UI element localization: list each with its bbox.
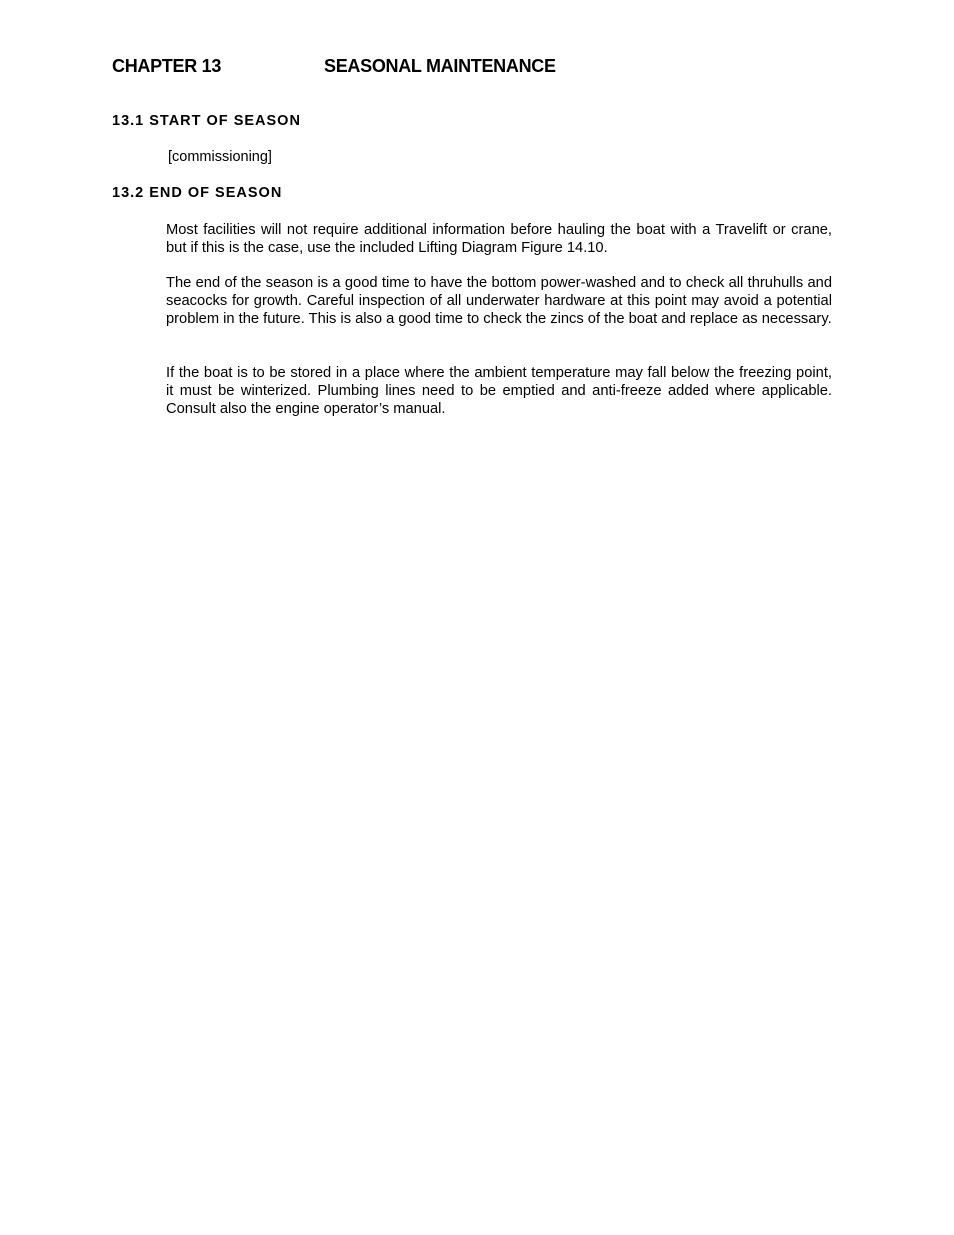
chapter-header (112, 56, 556, 77)
chapter-number: CHAPTER 13 (112, 56, 222, 76)
paragraph-hauling: Most facilities will not require additional information before hauling the boat with a Travelift or crane, but if this is the case, use the included Lifting Diagram Figure 14.10. (166, 222, 832, 256)
commissioning-note: [commissioning] (168, 149, 272, 165)
paragraph-bottom-inspection: The end of the season is a good time to have the bottom power-washed and to check all thruhulls and seacocks for growth. Careful inspection of all underwater hardware at this point may avoid a potential problem in the future. This is also a good time to check the zincs of the boat and replace as necessary. (166, 275, 832, 327)
section-heading-start-of-season: 13.1 START OF SEASON (112, 113, 301, 129)
chapter-title: SEASONAL MAINTENANCE (324, 56, 556, 76)
paragraph-winterizing: If the boat is to be stored in a place where the ambient temperature may fall below the freezing point, it must be winterized. Plumbing lines need to be emptied and anti-freeze added where applicable. Consult also the engine operator’s manual. (166, 365, 832, 417)
section-heading-end-of-season: 13.2 END OF SEASON (112, 185, 283, 201)
